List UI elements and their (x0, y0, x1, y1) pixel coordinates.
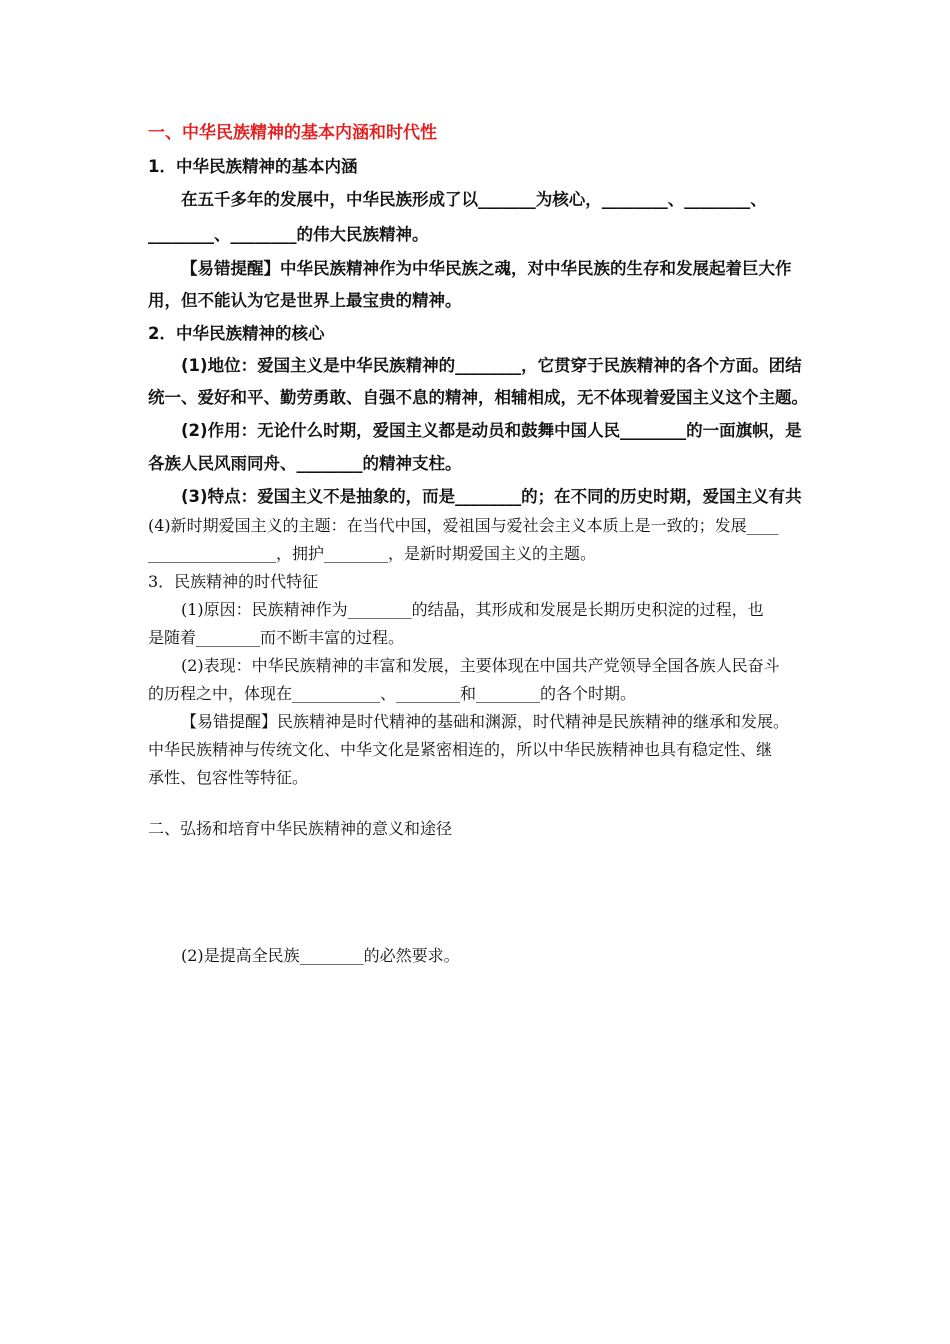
subsection-1-tip-line-2: 用，但不能认为它是世界上最宝贵的精神。 (148, 291, 462, 310)
subsection-3-p2-line-2: 的历程之中，体现在___________、________和________的各个时期。 (148, 684, 637, 703)
subsection-1-line-1: 在五千多年的发展中，中华民族形成了以_______为核心，________、________、 (181, 190, 767, 209)
subsection-3-p1-line-2: 是随着________而不断丰富的过程。 (148, 628, 405, 647)
subsection-1-line-2: ________、________的伟大民族精神。 (148, 225, 429, 244)
subsection-1-heading: 1．中华民族精神的基本内涵 (148, 157, 358, 176)
subsection-2-p1-line-1: (1)地位：爱国主义是中华民族精神的________，它贯穿于民族精神的各个方面。团结 (181, 356, 802, 375)
subsection-2-p4-line-1: (4)新时期爱国主义的主题：在当代中国，爱祖国与爱社会主义本质上是一致的；发展____ (148, 516, 779, 535)
subsection-2-heading: 2．中华民族精神的核心 (148, 324, 325, 343)
subsection-3-p2-line-1: (2)表现：中华民族精神的丰富和发展，主要体现在中国共产党领导全国各族人民奋斗 (181, 656, 780, 675)
section-1-title: 一、中华民族精神的基本内涵和时代性 (148, 123, 437, 143)
section-2-item-2: (2)是提高全民族________的必然要求。 (181, 946, 460, 965)
subsection-2-p2-line-1: (2)作用：无论什么时期，爱国主义都是动员和鼓舞中国人民________的一面旗帜，是 (181, 421, 802, 440)
subsection-3-tip-line-3: 承性、包容性等特征。 (148, 768, 309, 787)
section-2-title: 二、弘扬和培育中华民族精神的意义和途径 (148, 819, 453, 838)
subsection-2-p3-line-1: (3)特点：爱国主义不是抽象的，而是________的；在不同的历史时期，爱国主义有共 (181, 487, 802, 506)
subsection-3-tip-line-1: 【易错提醒】民族精神是时代精神的基础和渊源，时代精神是民族精神的继承和发展。 (181, 712, 790, 731)
subsection-2-p2-line-2: 各族人民风雨同舟、________的精神支柱。 (148, 454, 462, 473)
subsection-3-tip-line-2: 中华民族精神与传统文化、中华文化是紧密相连的，所以中华民族精神也具有稳定性、继 (148, 740, 773, 759)
subsection-2-p1-line-2: 统一、爱好和平、勤劳勇敢、自强不息的精神，相辅相成，无不体现着爱国主义这个主题。 (148, 388, 808, 407)
subsection-3-p1-line-1: (1)原因：民族精神作为________的结晶，其形成和发展是长期历史积淀的过程，也 (181, 600, 764, 619)
subsection-1-tip-line-1: 【易错提醒】中华民族精神作为中华民族之魂，对中华民族的生存和发展起着巨大作 (181, 259, 792, 278)
subsection-3-heading: 3．民族精神的时代特征 (148, 572, 319, 591)
subsection-2-p4-line-2: ________________，拥护________，是新时期爱国主义的主题。 (148, 544, 597, 563)
